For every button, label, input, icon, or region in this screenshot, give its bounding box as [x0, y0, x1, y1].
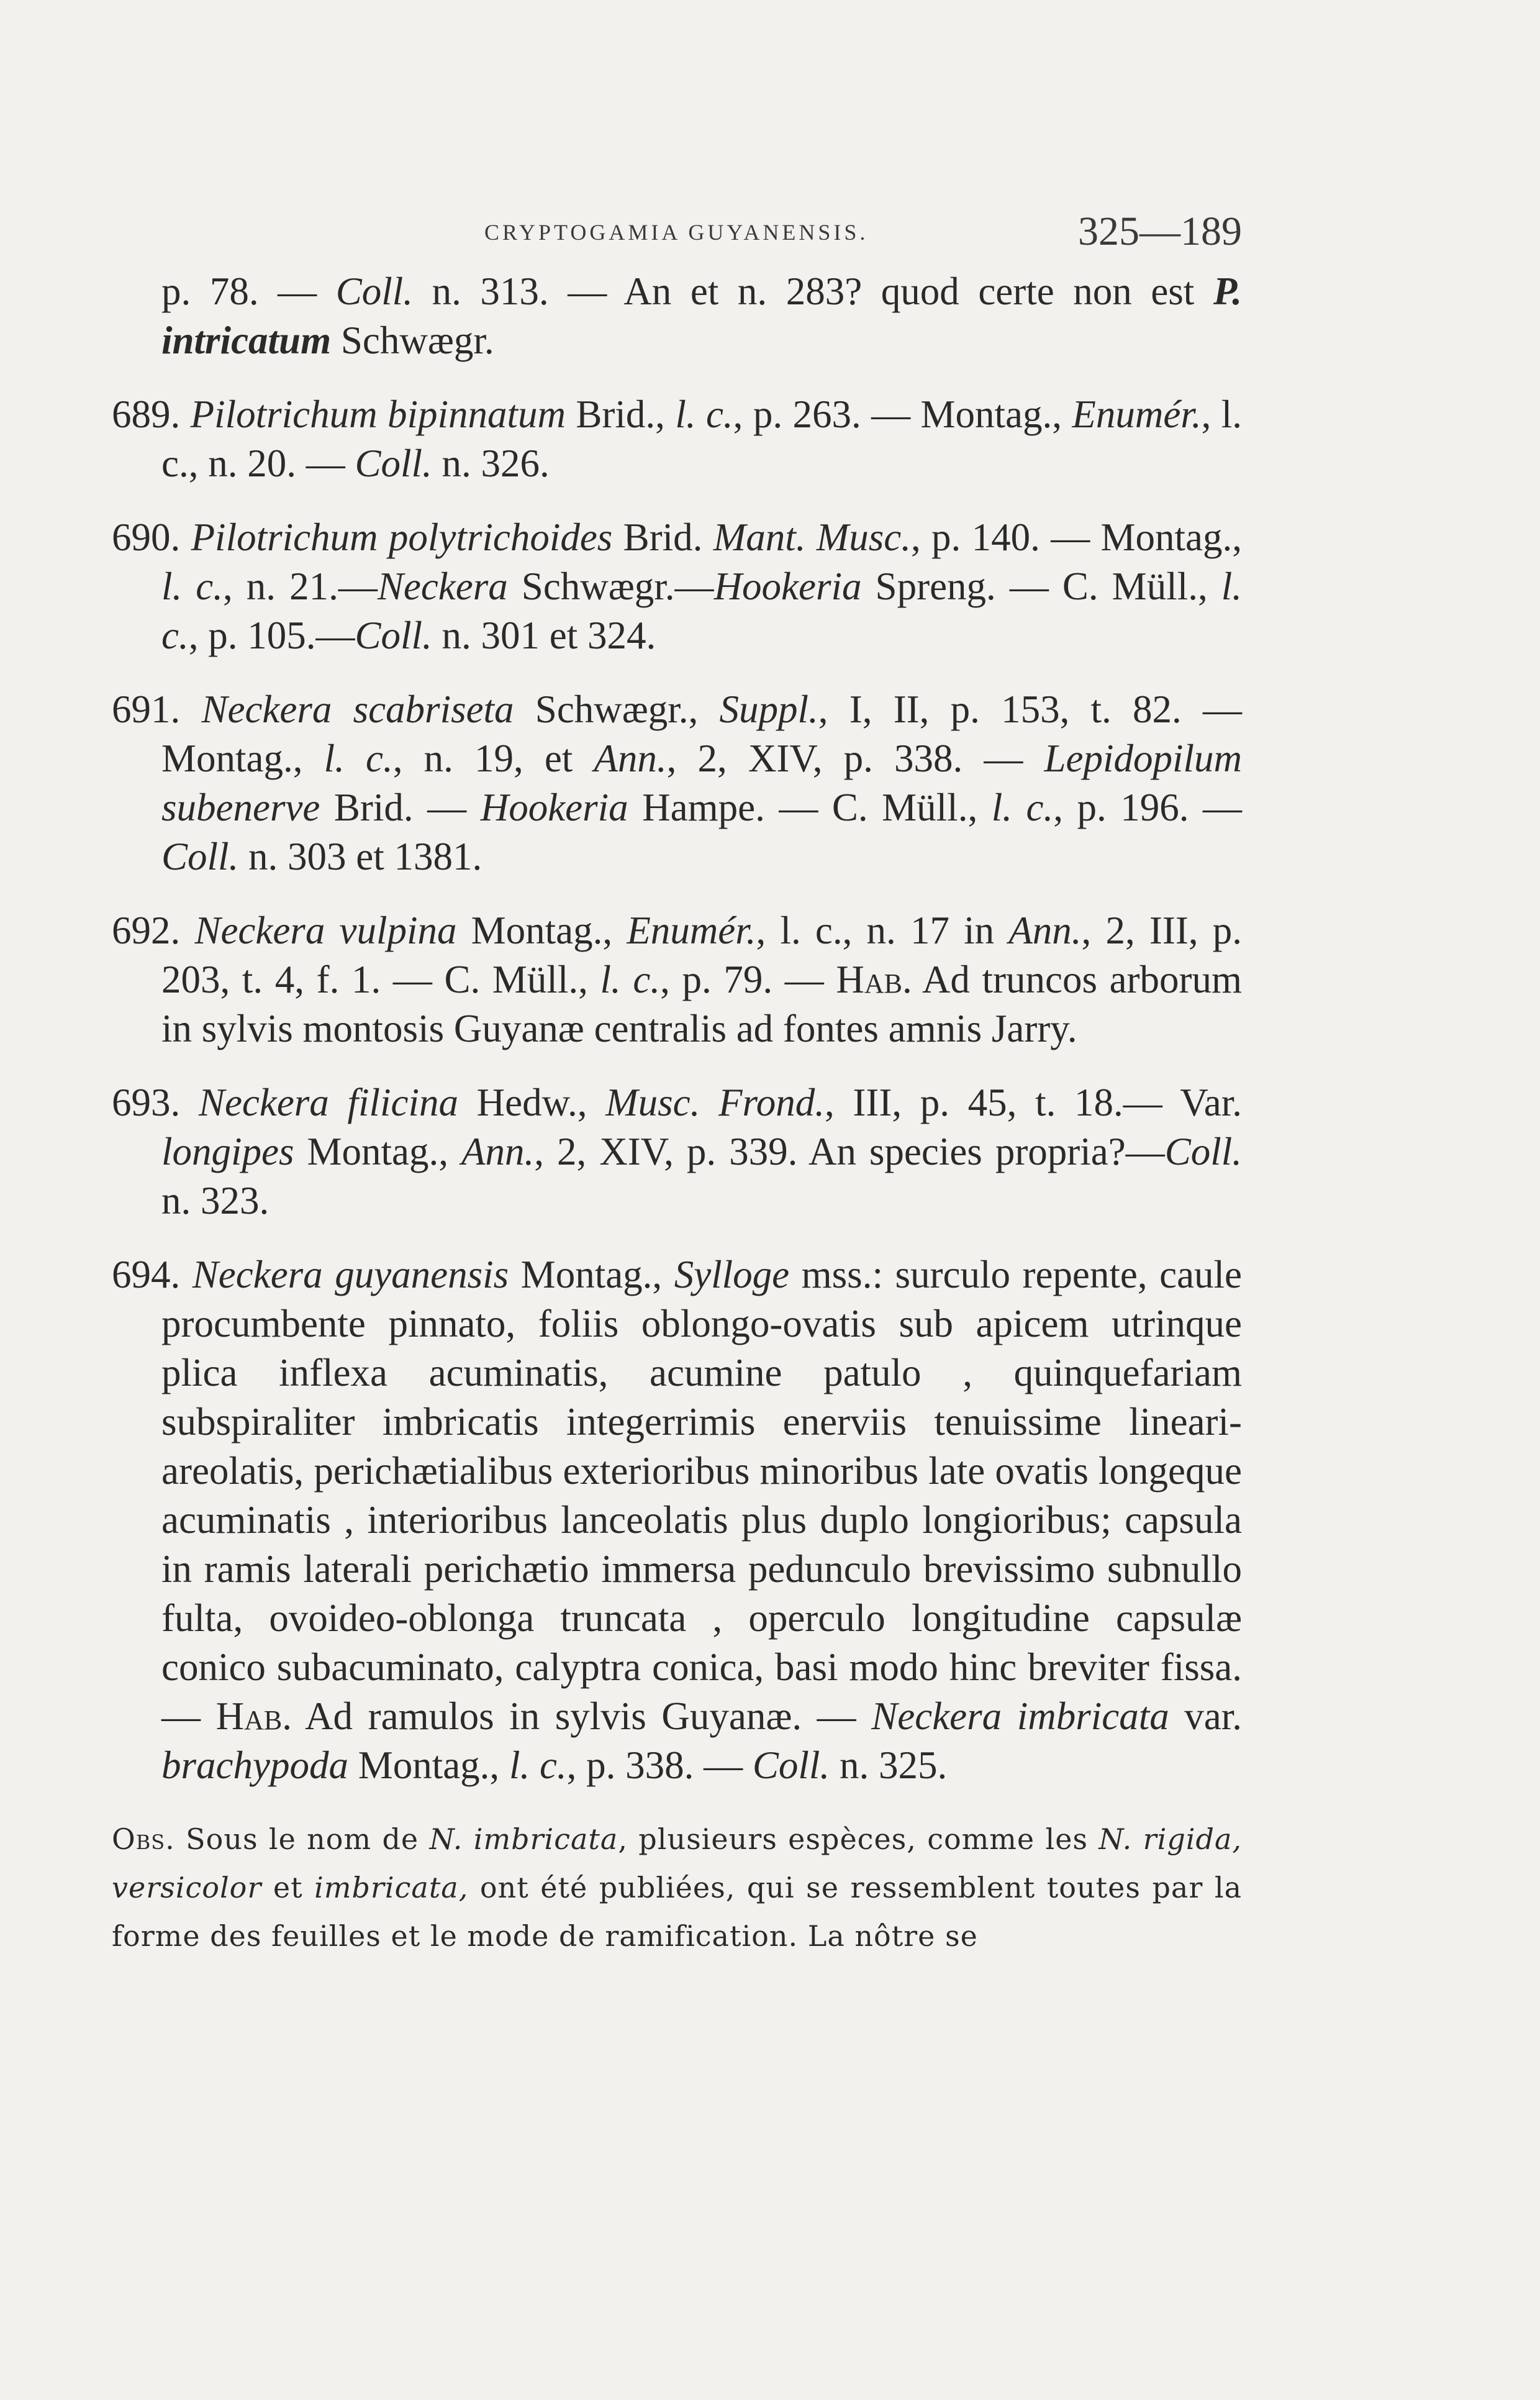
- entry-number: 691.: [112, 688, 202, 731]
- text-body: [112, 267, 1242, 1989]
- entry-number: 694.: [112, 1253, 192, 1296]
- entry-number: 690.: [112, 516, 191, 559]
- running-head: [155, 208, 1242, 258]
- entry-693: 693. Neckera filicina Hedw., Musc. Frond., III, p. 45, t. 18.— Var. longipes Montag., Ann., 2, XIV, p. 339. An species propria?—Coll. n. 323.: [112, 1081, 1242, 1222]
- entry-number: 693.: [112, 1081, 199, 1124]
- entry-number: 692.: [112, 909, 195, 952]
- entry-690: 690. Pilotrichum polytrichoides Brid. Mant. Musc., p. 140. — Montag., l. c., n. 21.—Neckera Schwægr.—Hookeria Spreng. — C. Müll., l. c., p. 105.—Coll. n. 301 et 324.: [112, 516, 1243, 657]
- entry-691: 691. Neckera scabriseta Schwægr., Suppl., I, II, p. 153, t. 82. — Montag., l. c., n. 19, et Ann., 2, XIV, p. 338. — Lepidopilum subenerve Brid. — Hookeria Hampe. — C. Müll., l. c., p. 196. — Coll. n. 303 et 1381.: [112, 688, 1243, 878]
- entry-689: 689. Pilotrichum bipinnatum Brid., l. c., p. 263. — Montag., Enumér., l. c., n. 20. — Coll. n. 326.: [112, 393, 1242, 485]
- entry-688-continuation: p. 78. — Coll. n. 313. — An et n. 283? quod certe non est P. intricatum Schwægr.: [161, 270, 1243, 362]
- entry-692: 692. Neckera vulpina Montag., Enumér., l. c., n. 17 in Ann., 2, III, p. 203, t. 4, f. 1. — C. Müll., l. c., p. 79. — Hab. Ad truncos arborum in sylvis montosis Guyanæ centralis ad fontes amnis Jarry.: [112, 909, 1243, 1050]
- page-number: 325—189: [1078, 209, 1242, 254]
- entry-694: 694. Neckera guyanensis Montag., Sylloge mss.: surculo repente, caule procumbente pinnato, foliis oblongo-ovatis sub apicem utrinque plica inflexa acuminatis, acumine patulo , quinquefariam subspiraliter imbricatis integerrimis enerviis tenuissime lineari-areolatis, perichætialibus exterioribus minoribus late ovatis longeque acuminatis , interioribus lanceolatis plus duplo longioribus; capsula in ramis laterali perichætio immersa pedunculo brevissimo subnullo fulta, ovoideo-oblonga truncata , operculo longitudine capsulæ conico subacuminato, calyptra conica, basi modo hinc breviter fissa.— Hab. Ad ramulos in sylvis Guyanæ. — Neckera imbricata var. brachypoda Montag., l. c., p. 338. — Coll. n. 325.: [112, 1253, 1243, 1787]
- observation-note: Obs. Sous le nom de N. imbricata, plusieurs espèces, comme les N. rigida, versicolor et imbricata, ont été publiées, qui se ressemblent toutes par la forme des feuilles et le mode de ramification. La nôtre se: [112, 1822, 1242, 1953]
- running-title: CRYPTOGAMIA GUYANENSIS.: [484, 220, 869, 245]
- entry-number: 689.: [112, 393, 191, 436]
